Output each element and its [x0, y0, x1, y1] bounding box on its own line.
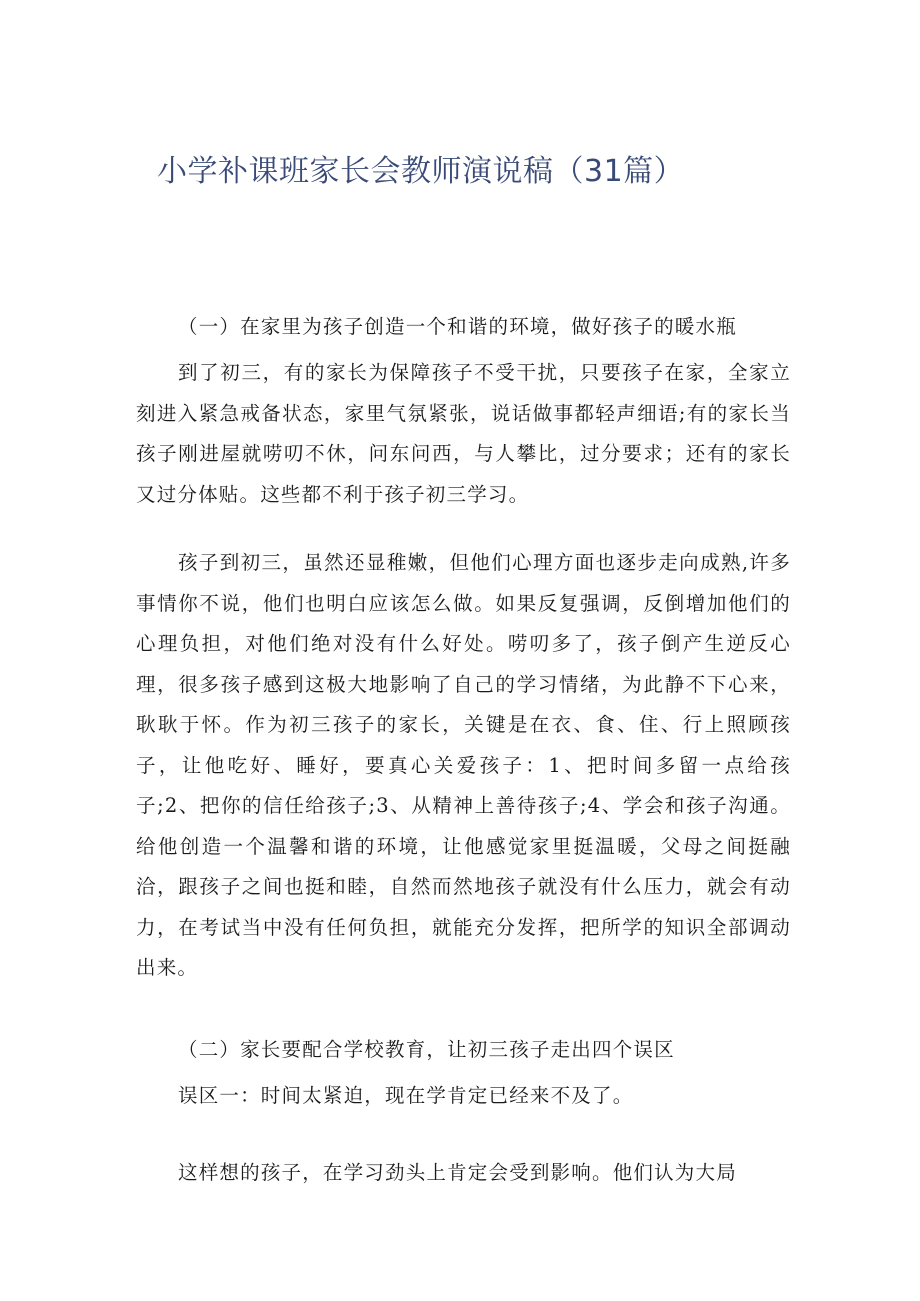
misconception-1: 误区一：时间太紧迫，现在学肯定已经来不及了。: [178, 1084, 634, 1107]
section-heading-2: （二）家长要配合学校教育，让初三孩子走出四个误区: [178, 1038, 675, 1061]
document-title: 小学补课班家长会教师演说稿（31篇）: [157, 154, 685, 189]
section-heading-1: （一）在家里为孩子创造一个和谐的环境，做好孩子的暖水瓶: [178, 315, 737, 338]
paragraph-1: 到了初三，有的家长为保障孩子不受干扰，只要孩子在家，全家立刻进入紧急戒备状态，家里气氛紧张，说话做事都轻声细语;有的家长当孩子刚进屋就唠叨不休，问东问西，与人攀比，过分要求；还有的家长又过分体贴。这些都不利于孩子初三学习。: [136, 361, 791, 506]
paragraph-3: 这样想的孩子，在学习劲头上肯定会受到影响。他们认为大局: [178, 1161, 737, 1184]
paragraph-2: 孩子到初三，虽然还显稚嫩，但他们心理方面也逐步走向成熟,许多事情你不说，他们也明白应该怎么做。如果反复强调，反倒增加他们的心理负担，对他们绝对没有什么好处。唠叨多了，孩子倒产生逆反心理，很多孩子感到这极大地影响了自己的学习情绪，为此静不下心来，耿耿于怀。作为初三孩子的家长，关键是在衣、食、住、行上照顾孩子，让他吃好、睡好，要真心关爱孩子：1、把时间多留一点给孩子;2、把你的信任给孩子;3、从精神上善待孩子;4、学会和孩子沟通。给他创造一个温馨和谐的环境，让他感觉家里挺温暖，父母之间挺融洽，跟孩子之间也挺和睦，自然而然地孩子就没有什么压力，就会有动力，在考试当中没有任何负担，就能充分发挥，把所学的知识全部调动出来。: [136, 551, 791, 979]
